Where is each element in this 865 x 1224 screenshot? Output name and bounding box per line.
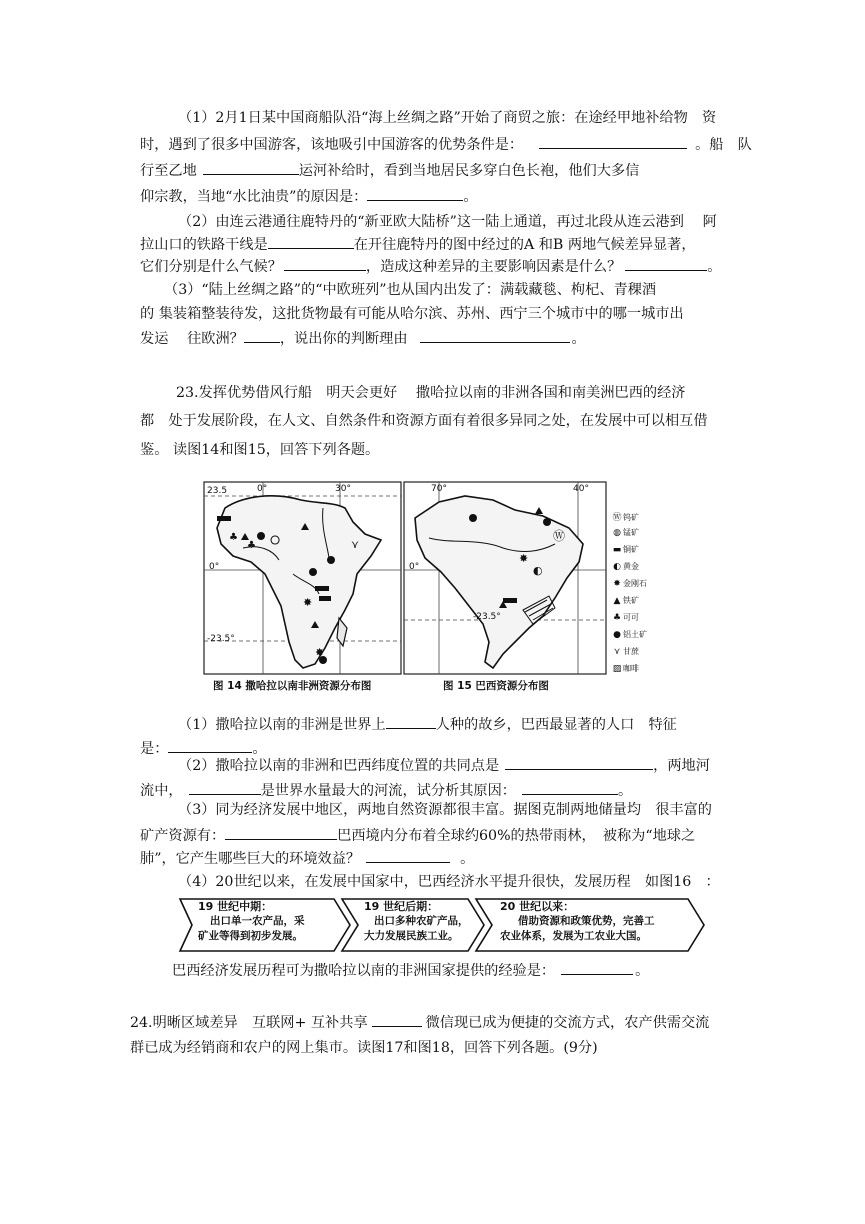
sugarcane-icon: ⋎ [613,647,621,657]
legend-label: 可可 [623,613,639,622]
text: 它们分别是什么气候？ [140,259,282,275]
flow-stage-text: 借助资源和政策优势，完善工 [518,915,655,927]
legend-label: 金刚石 [623,579,647,588]
flow-stage-title: 19 世纪中期： [198,900,273,913]
text: 是： [140,741,169,757]
answer-blank[interactable] [505,755,653,770]
q22-part2-line1: （2）由连云港通往鹿特丹的“新亚欧大陆桥”这一陆上通道，再过北段从连云港到 阿 [178,214,717,230]
q22-part1-line2 [140,134,752,155]
legend-item [611,561,639,572]
answer-blank[interactable] [284,256,366,271]
q23-s3-line1: （3）同为经济发展中地区，两地自然资源都很丰富。据图克制两地储量均 很丰富的 [178,802,712,818]
flow-stage-text: 出口多种农矿产品， [374,915,469,927]
flow-stage-text: 出口单一农产品，采 [210,915,305,927]
q24-line2: 群已成为经销商和农户的网上集市。读图17和图18，回答下列各题。(9分) [130,1040,598,1056]
svg-text:◐: ◐ [533,564,543,577]
gold-icon: ◐ [613,562,621,572]
q23-s2-line2 [140,780,632,801]
q23-s2-line1 [178,755,710,776]
svg-text:✸: ✸ [519,552,529,565]
legend-label: 钨矿 [623,513,639,522]
text: 巴西经济发展历程可为撒哈拉以南的非洲国家提供的经验是： [172,963,556,979]
text: ，两地河 [653,758,710,774]
fig15-lon-40: 40° [573,484,589,494]
answer-blank[interactable] [189,780,261,795]
maps-svg [203,478,633,694]
q22-part3-line3 [140,328,586,349]
text: 在开往鹿特丹的图中经过的A 和B 两地气候差异显著， [353,237,696,253]
text: 运河补给时，看到当地居民多穿白色长袍，他们大多信 [298,163,640,179]
q23-s1-line1 [178,714,677,735]
answer-blank[interactable] [168,738,252,753]
answer-blank[interactable] [372,1012,422,1027]
q23-s3-line2 [140,825,695,846]
legend-item [611,578,647,589]
legend-item [611,629,647,640]
q24-line1 [130,1012,709,1033]
text: 拉山口的铁路干线是 [140,237,268,253]
answer-blank[interactable] [420,328,570,343]
fig14-caption: 图 14 撒哈拉以南非洲资源分布图 [213,680,372,692]
svg-text:✸: ✸ [315,646,325,659]
legend-label: 甘蔗 [623,647,639,656]
bauxite-icon: ● [613,630,621,640]
text: 。 [707,259,722,275]
text: ，造成这种差异的主要影响因素是什么？ [365,259,622,275]
answer-blank[interactable] [625,256,707,271]
text: ，说出你的判断理由 [279,331,408,347]
tungsten-icon: Ⓦ [612,513,622,523]
flow-stage-title: 20 世纪以来： [500,900,575,913]
text: 仰宗教，当地“水比油贵”的原因是： [140,189,368,205]
madagascar [337,618,347,646]
q22-part1-line1: （1）2月1日某中国商船队沿“海上丝绸之路”开始了商贸之旅：在途经甲地补给物 资 [178,110,717,126]
legend-item [611,646,639,657]
legend-label: 黄金 [623,562,639,571]
iron-icon: ▲ [613,596,621,606]
text: （2）撒哈拉以南的非洲和巴西纬度位置的共同点是 [178,758,500,774]
manganese-icon: ◍ [613,528,621,538]
q22-part3-line2: 的 集装箱整装待发，这批货物最有可能从哈尔滨、苏州、西宁三个城市中的哪一城市出 [140,306,684,322]
legend-item [611,595,639,606]
svg-text:♣: ♣ [247,540,256,551]
legend-item [611,663,639,674]
fig15-caption: 图 15 巴西资源分布图 [443,680,549,692]
text: 24.明晰区域差异 互联网+ 互补共享 [130,1015,368,1031]
text: 巴西境内分布着全球约60%的热带雨林， 被称为“地球之 [337,828,696,844]
answer-blank[interactable] [522,780,618,795]
svg-text:✸: ✸ [303,596,313,609]
flow-stage-title: 19 世纪后期： [364,900,439,913]
q22-part1-line3 [140,160,639,181]
q23-s4-line2 [172,960,649,981]
flow-stage-text: 农业体系，发展为工农业大国。 [500,930,647,942]
text: （1）撒哈拉以南的非洲是世界上 [178,717,386,733]
q23-s3-line3 [140,848,474,869]
africa-outline [217,496,381,668]
fig15-equator: 0° [409,562,420,572]
legend-label: 铜矿 [623,545,639,554]
brazil-development-flow [178,895,708,955]
svg-text:♣: ♣ [229,532,238,543]
q23-s4-line1: （4）20世纪以来，在发展中国家中，巴西经济水平提升很快，发展历程 如图16 ： [178,874,720,890]
q23-intro-line2: 都 处于发展阶段，在人文、自然条件和资源方面有着很多异同之处，在发展中可以相互借 [140,413,708,429]
text: 。 [635,963,650,979]
answer-blank[interactable] [366,848,450,863]
svg-text:⋎: ⋎ [351,538,360,551]
q22-part2-line2 [140,234,696,255]
fig14-lat-south: -23.5° [207,634,235,644]
coffee-icon: ▨ [612,664,622,674]
flow-stage-text: 矿业等得到初步发展。 [198,930,303,942]
text: 。 [252,741,267,757]
resource-maps-figure [203,478,647,694]
fig15-lat-south: -23.5° [473,612,501,622]
answer-blank[interactable] [225,825,337,840]
text: 肺”，它产生哪些巨大的环境效益？ [140,851,361,867]
flow-stage-1 [198,899,338,949]
q22-part2-line3 [140,256,721,277]
answer-blank[interactable] [367,186,463,201]
text: 。 [460,851,475,867]
legend-label: 铁矿 [623,596,639,605]
legend-item [611,612,639,623]
legend-item [611,527,639,538]
text: 人种的故乡，巴西最显著的人口 特征 [435,717,677,733]
map-legend [611,510,647,680]
q23-intro-line3: 鉴。 读图14和图15，回答下列各题。 [140,442,380,458]
text: 矿产资源有： [140,828,226,844]
south-america-outline [415,496,583,668]
answer-blank[interactable] [386,714,436,729]
legend-item [611,544,639,555]
answer-blank[interactable] [244,328,280,343]
fig15-lon-70: 70° [431,484,447,494]
fig14-equator: 0° [209,562,220,572]
q22-part1-line4 [140,186,478,207]
legend-label: 铝土矿 [623,630,647,639]
fig14-lon-30: 30° [335,484,351,494]
answer-blank[interactable] [203,160,299,175]
text: 行至乙地 [140,163,197,179]
diamond-icon: ✸ [613,579,621,589]
answer-blank[interactable] [268,234,354,249]
flow-stage-2 [364,899,484,949]
text: 流中， [140,783,183,799]
text: 。 [463,189,478,205]
copper-icon: ▬ [612,545,622,555]
flow-stage-text: 大力发展民族工业。 [364,930,459,942]
text: 发运 往欧洲？ [140,331,244,347]
fig14-lat-north: 23.5 [207,486,228,496]
text: 。 [617,783,633,799]
cocoa-icon: ♣ [612,613,622,623]
text: 是世界水量最大的河流，试分析其原因： [260,783,516,799]
fig14-lon-0: 0° [257,484,268,494]
q23-intro-line1: 23.发挥优势借风行船 明天会更好 撒哈拉以南的非洲各国和南美洲巴西的经济 [176,385,686,401]
text: 。船 队 [695,137,752,153]
answer-blank[interactable] [561,960,633,975]
legend-label: 咖啡 [623,664,639,673]
legend-item [611,510,639,523]
flow-stage-3 [500,899,696,949]
period: 。 [571,331,586,347]
answer-blank[interactable] [539,134,687,149]
legend-label: 锰矿 [623,528,639,537]
text: 时，遇到了很多中国游客，该地吸引中国游客的优势条件是： [140,137,524,153]
text: 微信现已成为便捷的交流方式，农产供需交流 [425,1015,710,1031]
q22-part3-line1: （3）“陆上丝绸之路”的“中欧班列”也从国内出发了：满载藏毯、枸杞、青稞酒 [164,282,657,298]
svg-text:Ⓦ: Ⓦ [553,529,566,543]
